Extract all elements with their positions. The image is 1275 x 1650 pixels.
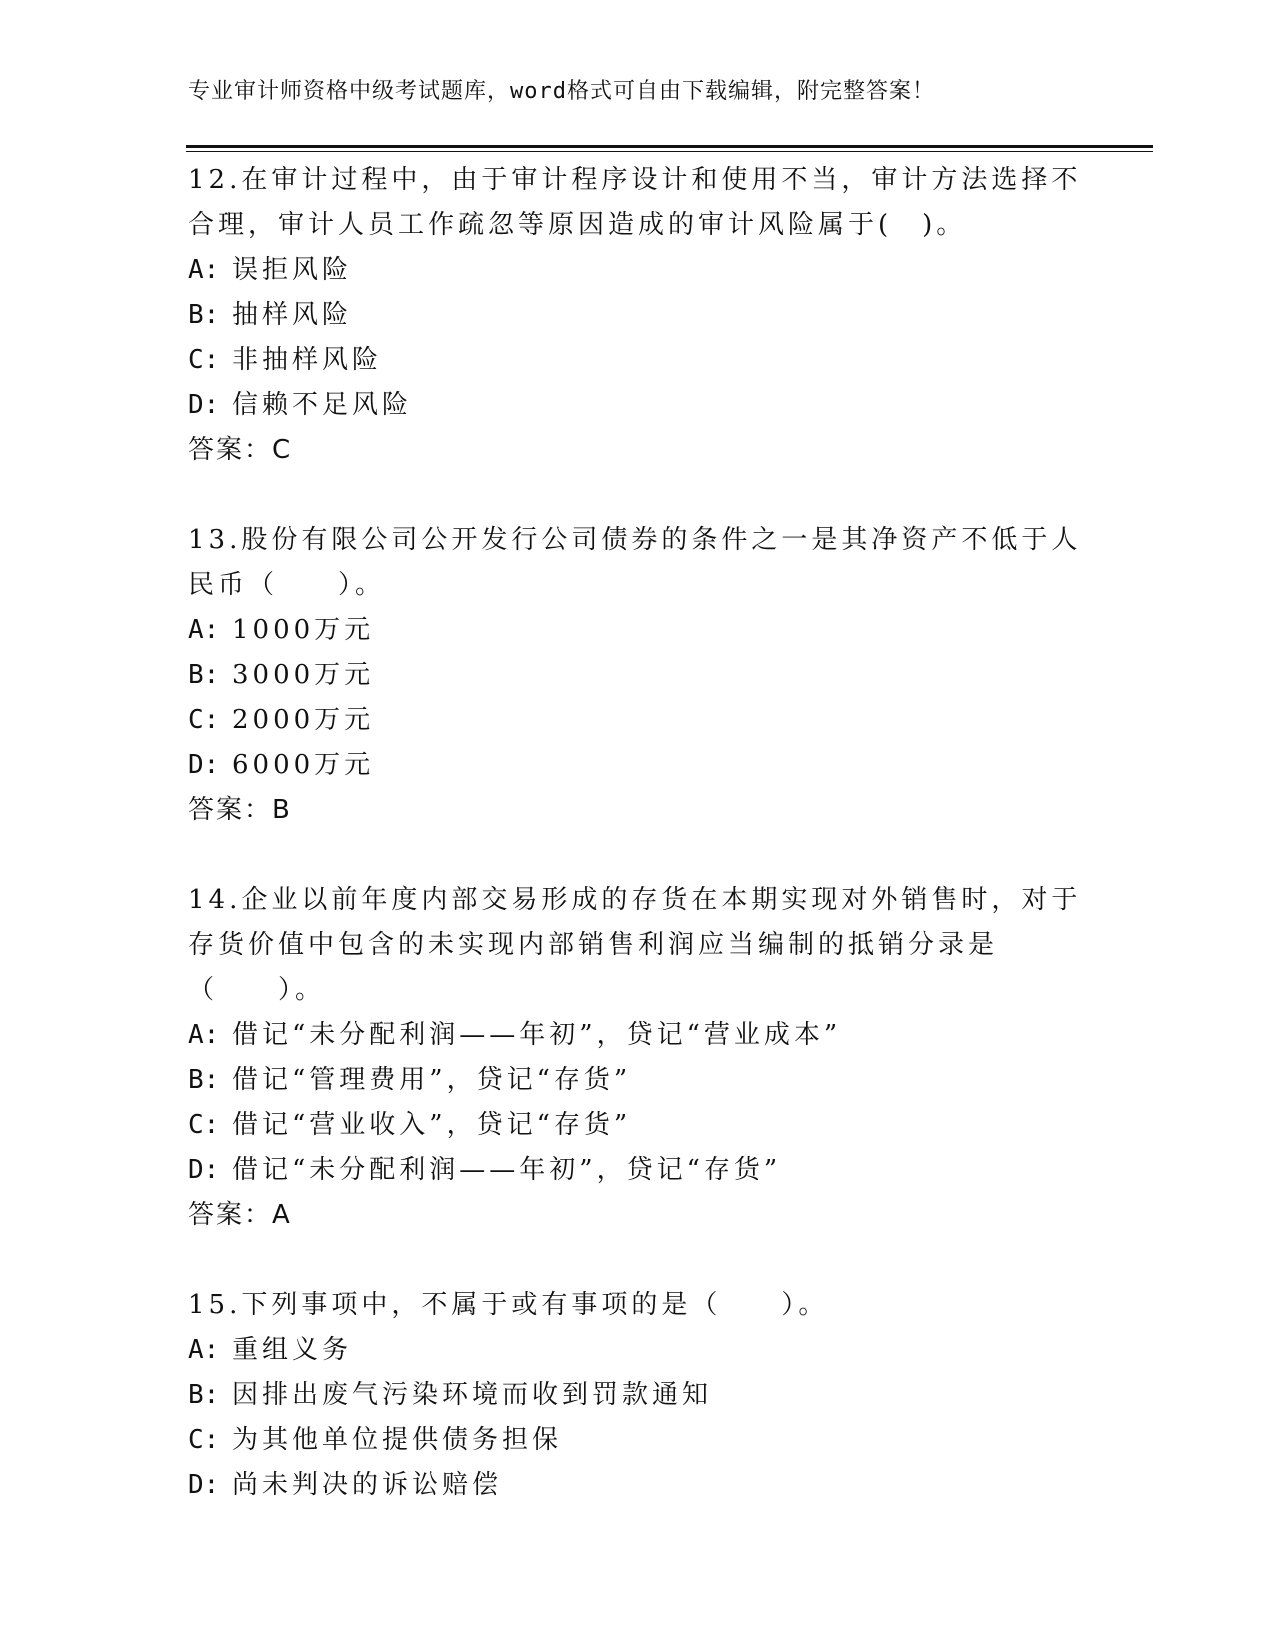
answer-text: 答案：A xyxy=(188,1200,292,1230)
option-b xyxy=(188,293,1088,338)
option-text: 误拒风险 xyxy=(232,255,353,285)
option-letter: C: xyxy=(188,345,220,375)
option-letter: C: xyxy=(188,1110,220,1140)
option-c xyxy=(188,698,1088,743)
option-text: 非抽样风险 xyxy=(232,345,383,375)
option-text: 因排出废气污染环境而收到罚款通知 xyxy=(232,1380,713,1410)
question-stem: 14.企业以前年度内部交易形成的存货在本期实现对外销售时，对于存货价值中包含的未实现内部销售利润应当编制的抵销分录是（ ）。 xyxy=(188,885,1082,1005)
option-b xyxy=(188,1058,1088,1103)
option-d xyxy=(188,743,1088,788)
option-a xyxy=(188,1013,1088,1058)
question-stem: 15.下列事项中，不属于或有事项的是（ ）。 xyxy=(188,1290,829,1320)
option-a xyxy=(188,248,1088,293)
option-letter: B: xyxy=(188,660,220,690)
option-letter: A: xyxy=(188,1335,220,1365)
option-letter: D: xyxy=(188,390,220,420)
option-text: 尚未判决的诉讼赔偿 xyxy=(232,1470,503,1500)
answer-text: 答案：B xyxy=(188,795,292,825)
option-letter: B: xyxy=(188,300,220,330)
option-text: 借记“未分配利润——年初”，贷记“存货” xyxy=(232,1155,782,1185)
option-letter: A: xyxy=(188,615,220,645)
answer-text: 答案：C xyxy=(188,435,293,465)
option-c xyxy=(188,1103,1088,1148)
option-d xyxy=(188,383,1088,428)
option-text: 重组义务 xyxy=(232,1335,353,1365)
question-stem: 13.股份有限公司公开发行公司债券的条件之一是其净资产不低于人民币（ ）。 xyxy=(188,525,1082,600)
option-c xyxy=(188,1418,1088,1463)
question-13 xyxy=(188,518,1088,833)
option-letter: B: xyxy=(188,1065,220,1095)
option-a xyxy=(188,1328,1088,1373)
option-text: 借记“未分配利润——年初”，贷记“营业成本” xyxy=(232,1020,842,1050)
option-text: 6000万元 xyxy=(232,750,375,780)
option-letter: D: xyxy=(188,1470,220,1500)
option-text: 信赖不足风险 xyxy=(232,390,413,420)
option-b xyxy=(188,1373,1088,1418)
option-letter: D: xyxy=(188,1155,220,1185)
option-d xyxy=(188,1463,1088,1508)
option-b xyxy=(188,653,1088,698)
option-text: 借记“营业收入”，贷记“存货” xyxy=(232,1110,632,1140)
option-letter: A: xyxy=(188,1020,220,1050)
question-stem: 12.在审计过程中，由于审计程序设计和使用不当，审计方法选择不合理，审计人员工作疏忽等原因造成的审计风险属于( )。 xyxy=(188,165,1082,240)
header-divider-thick xyxy=(186,145,1153,148)
option-text: 抽样风险 xyxy=(232,300,353,330)
question-15 xyxy=(188,1283,1088,1508)
option-text: 2000万元 xyxy=(232,705,375,735)
option-d xyxy=(188,1148,1088,1193)
option-letter: C: xyxy=(188,705,220,735)
question-14 xyxy=(188,878,1088,1238)
option-letter: B: xyxy=(188,1380,220,1410)
option-letter: D: xyxy=(188,750,220,780)
option-letter: C: xyxy=(188,1425,220,1455)
option-text: 为其他单位提供债务担保 xyxy=(232,1425,563,1455)
option-text: 1000万元 xyxy=(232,615,375,645)
header-divider-thin xyxy=(186,151,1153,152)
option-text: 3000万元 xyxy=(232,660,375,690)
question-12 xyxy=(188,158,1088,473)
option-a xyxy=(188,608,1088,653)
page-header: 专业审计师资格中级考试题库，word格式可自由下载编辑，附完整答案！ xyxy=(188,79,935,104)
option-letter: A: xyxy=(188,255,220,285)
option-c xyxy=(188,338,1088,383)
question-list xyxy=(188,158,1088,1553)
option-text: 借记“管理费用”，贷记“存货” xyxy=(232,1065,632,1095)
